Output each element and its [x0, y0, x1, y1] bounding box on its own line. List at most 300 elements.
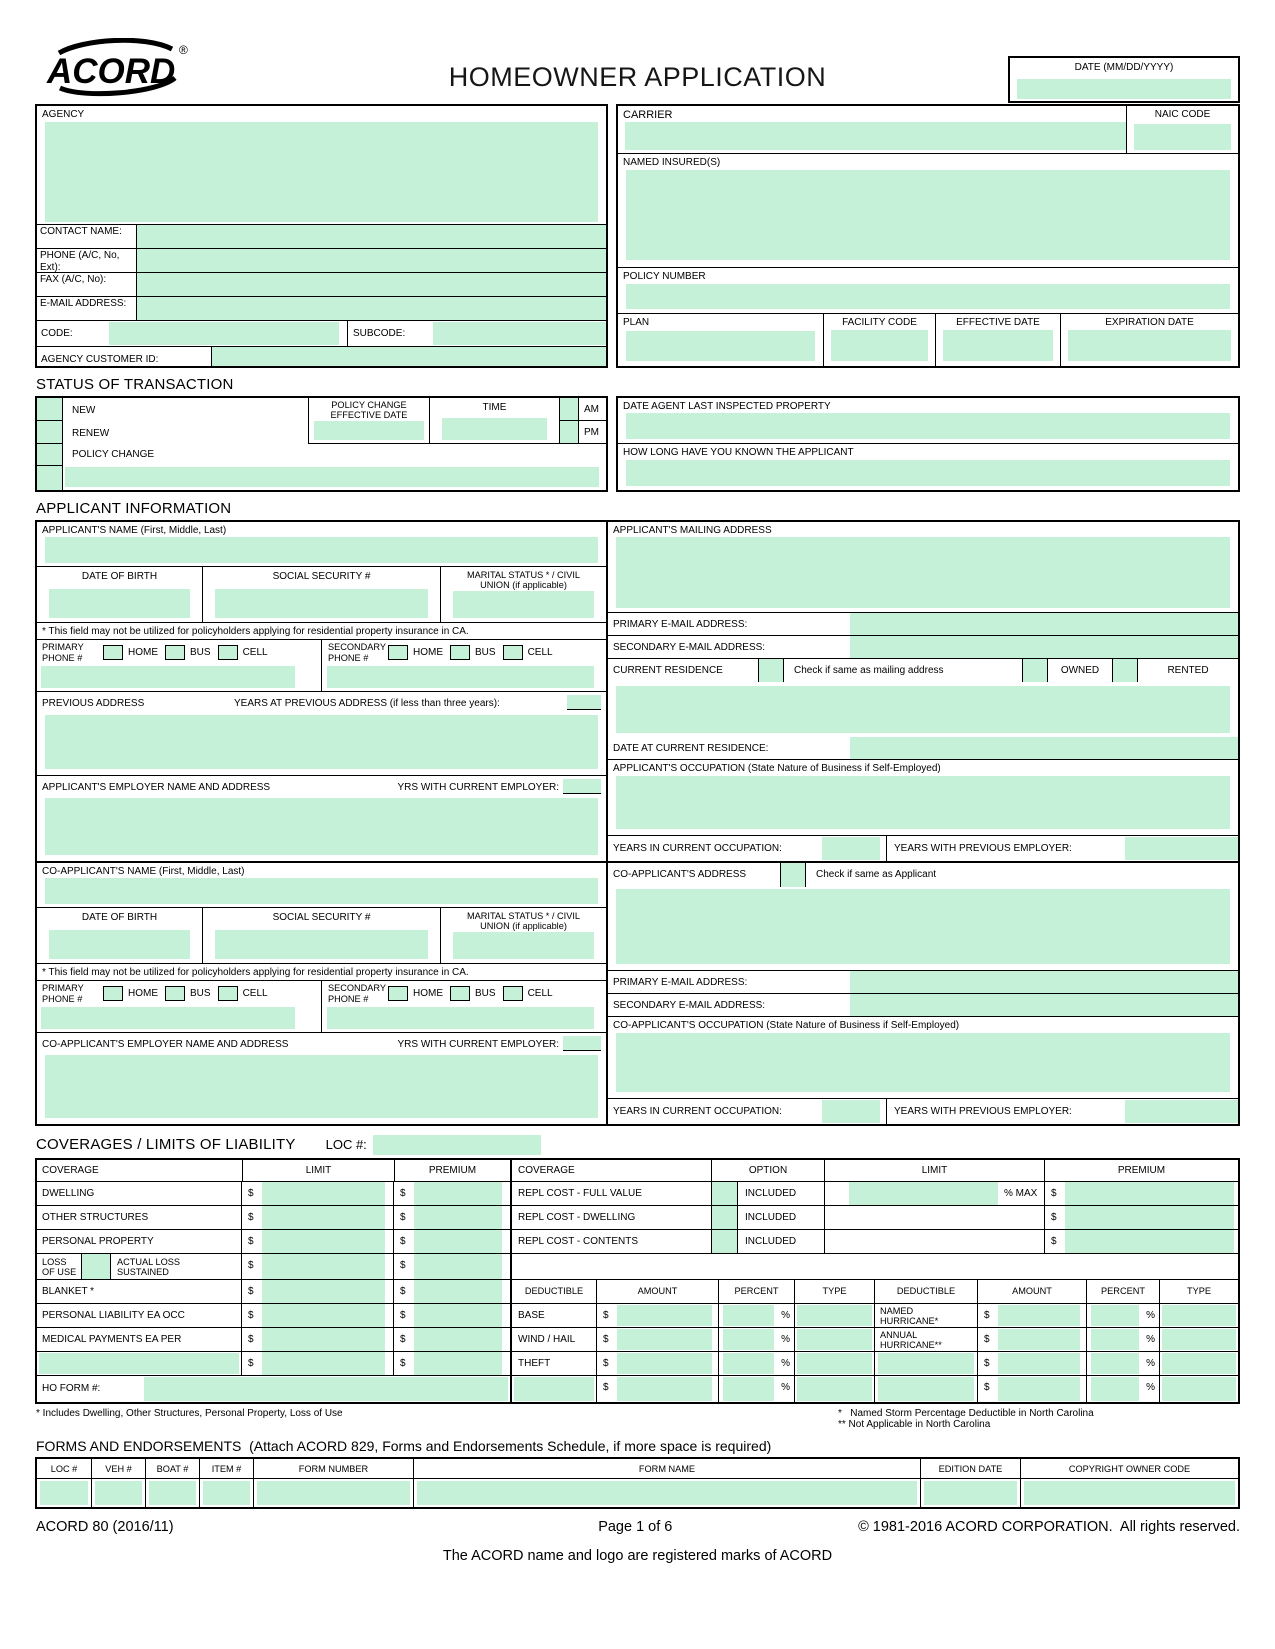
footnote-includes: * Includes Dwelling, Other Structures, Personal Property, Loss of Use	[36, 1407, 343, 1419]
status-right-box	[616, 396, 1240, 492]
col-premium: PREMIUM	[394, 1160, 510, 1181]
coverages-left-table	[37, 1160, 510, 1402]
loss-of-use-premium-input[interactable]	[414, 1254, 502, 1279]
policy-change-checkbox[interactable]	[37, 444, 63, 466]
coapplicant-primary-cell-checkbox[interactable]	[218, 986, 238, 1001]
extra-deductible3-percent-input[interactable]	[1091, 1377, 1139, 1401]
item-header: ITEM #	[199, 1459, 253, 1478]
boat-header: BOAT #	[145, 1459, 199, 1478]
policy-number-input[interactable]	[626, 284, 1230, 310]
policy-change-detail-input[interactable]	[65, 467, 599, 487]
percent-header: PERCENT	[1086, 1280, 1159, 1303]
percent-header: PERCENT	[718, 1280, 794, 1303]
dollar-sign: $	[400, 1309, 406, 1321]
home-label: HOME	[128, 646, 158, 658]
blanket-premium-input[interactable]	[414, 1280, 502, 1303]
percent-sign: %	[1146, 1357, 1155, 1369]
amount-header: AMOUNT	[596, 1280, 718, 1303]
cell-label: CELL	[527, 646, 553, 658]
bus-label: BUS	[190, 646, 211, 658]
agency-phone-input[interactable]	[137, 249, 606, 272]
dwelling-limit-input[interactable]	[262, 1182, 385, 1205]
agency-code-input[interactable]	[109, 322, 339, 345]
owned-label: OWNED	[1060, 664, 1100, 676]
contact-name-input[interactable]	[137, 225, 606, 248]
page-title: HOMEOWNER APPLICATION	[448, 62, 827, 92]
pm-label: PM	[584, 426, 599, 438]
repl-contents-checkbox[interactable]	[712, 1230, 738, 1253]
coapplicant-secondary-email-label: SECONDARY E-MAIL ADDRESS:	[613, 999, 766, 1011]
edition-date-input[interactable]	[924, 1481, 1017, 1505]
home-label: HOME	[413, 646, 443, 658]
applicant-secondary-cell-checkbox[interactable]	[503, 645, 523, 660]
applicant-primary-cell-checkbox[interactable]	[218, 645, 238, 660]
agency-box	[35, 104, 608, 368]
date-at-current-residence-label: DATE AT CURRENT RESIDENCE:	[613, 742, 769, 754]
dollar-sign: $	[603, 1309, 609, 1321]
carrier-input[interactable]	[625, 122, 1126, 150]
dollar-sign: $	[400, 1235, 406, 1247]
col-limit: LIMIT	[242, 1160, 394, 1181]
veh-header: VEH #	[91, 1459, 145, 1478]
coverage-row	[37, 1352, 510, 1376]
coapplicant-ssn-input[interactable]	[215, 930, 428, 959]
form-number-header: FORM NUMBER	[253, 1459, 413, 1478]
renew-checkbox[interactable]	[37, 421, 63, 444]
named-hurricane-type-input[interactable]	[1162, 1305, 1236, 1326]
bus-label: BUS	[475, 646, 496, 658]
facility-code-label: FACILITY CODE	[842, 317, 917, 328]
owned-checkbox[interactable]	[1022, 659, 1048, 682]
applicant-secondary-email-input[interactable]	[850, 636, 1238, 658]
subcode-input[interactable]	[433, 322, 606, 345]
annual-hurricane-amount-input[interactable]	[998, 1329, 1080, 1350]
dollar-sign: $	[400, 1333, 406, 1345]
expiration-date-input[interactable]	[1068, 330, 1231, 361]
deductible-row	[512, 1328, 1238, 1352]
theft-type-input[interactable]	[797, 1353, 872, 1374]
applicant-secondary-bus-checkbox[interactable]	[450, 645, 470, 660]
coapplicant-marital-input[interactable]	[453, 932, 594, 959]
naic-code-input[interactable]	[1134, 124, 1231, 151]
deductible-row	[512, 1352, 1238, 1376]
applicant-subsection	[37, 522, 1238, 861]
coapplicant-yrs-employer-label: YRS WITH CURRENT EMPLOYER:	[397, 1039, 559, 1050]
applicant-secondary-phone-input[interactable]	[327, 666, 594, 688]
same-as-applicant-checkbox[interactable]	[780, 863, 806, 887]
extra-deductible-type-input[interactable]	[1162, 1353, 1236, 1374]
named-hurricane-percent-input[interactable]	[1091, 1305, 1139, 1326]
top-section	[35, 104, 1240, 368]
date-agent-inspected-label: DATE AGENT LAST INSPECTED PROPERTY	[623, 400, 831, 412]
other-structures-premium-input[interactable]	[414, 1206, 502, 1229]
loss-of-use-limit-input[interactable]	[262, 1254, 385, 1279]
personal-property-label: PERSONAL PROPERTY	[37, 1230, 242, 1253]
dollar-sign: $	[603, 1381, 609, 1393]
current-residence-input[interactable]	[616, 686, 1230, 733]
col-option: OPTION	[711, 1160, 824, 1181]
coapplicant-yrs-employer-input[interactable]	[563, 1036, 601, 1051]
coapplicant-primary-email-input[interactable]	[850, 971, 1238, 993]
medical-payments-limit-input[interactable]	[262, 1328, 385, 1351]
other-structures-label: OTHER STRUCTURES	[37, 1206, 242, 1229]
dollar-sign: $	[400, 1187, 406, 1199]
extra-deductible3-input[interactable]	[878, 1377, 974, 1401]
wind-hail-percent-input[interactable]	[723, 1329, 774, 1350]
status-extra-cell[interactable]	[37, 466, 63, 490]
coverages-title-row	[36, 1135, 1240, 1155]
coapplicant-secondary-cell-checkbox[interactable]	[503, 986, 523, 1001]
am-label: AM	[584, 403, 599, 415]
dollar-sign: $	[603, 1357, 609, 1369]
time-label: TIME	[482, 401, 507, 413]
loc-number-input[interactable]	[373, 1135, 541, 1155]
percent-sign: %	[1146, 1309, 1155, 1321]
date-at-current-residence-input[interactable]	[850, 737, 1238, 759]
repl-cost-row	[512, 1230, 1238, 1254]
coapplicant-address-input[interactable]	[616, 889, 1230, 964]
same-as-applicant-label: Check if same as Applicant	[816, 868, 937, 880]
applicant-years-occupation-input[interactable]	[822, 837, 880, 860]
coverage-row	[37, 1230, 510, 1254]
coapplicant-occupation-input[interactable]	[616, 1033, 1230, 1092]
cell-label: CELL	[242, 987, 268, 999]
footnote-not-applicable: ** Not Applicable in North Carolina	[838, 1419, 991, 1430]
extra-deductible-input[interactable]	[878, 1353, 974, 1374]
theft-percent-input[interactable]	[723, 1353, 774, 1374]
coverage-row	[37, 1304, 510, 1328]
theft-amount-input[interactable]	[617, 1353, 712, 1374]
applicant-mailing-address-input[interactable]	[616, 537, 1230, 608]
coapplicant-years-prev-employer-input[interactable]	[1125, 1100, 1238, 1123]
am-checkbox[interactable]	[559, 398, 579, 420]
coapplicant-secondary-bus-checkbox[interactable]	[450, 986, 470, 1001]
repl-dwelling-premium-input[interactable]	[1065, 1206, 1234, 1229]
applicant-years-prev-employer-label: YEARS WITH PREVIOUS EMPLOYER:	[894, 842, 1072, 854]
forms-data-row	[37, 1479, 1238, 1507]
coverages-right-table	[510, 1160, 1238, 1402]
percent-sign: %	[781, 1333, 790, 1345]
coverage-row	[37, 1254, 510, 1280]
base-percent-input[interactable]	[723, 1305, 774, 1326]
applicant-secondary-home-checkbox[interactable]	[388, 645, 408, 660]
applicant-marital-input[interactable]	[453, 591, 594, 618]
applicant-primary-phone-label: PRIMARY PHONE #	[42, 642, 84, 663]
dollar-sign: $	[248, 1285, 254, 1297]
form-name-input[interactable]	[417, 1481, 917, 1505]
years-at-previous-input[interactable]	[567, 695, 601, 710]
annual-hurricane-type-input[interactable]	[1162, 1329, 1236, 1350]
personal-liability-limit-input[interactable]	[262, 1304, 385, 1327]
acord-logo-text: ACORD	[47, 52, 176, 91]
coverage-row	[37, 1328, 510, 1352]
annual-hurricane-percent-input[interactable]	[1091, 1329, 1139, 1350]
coverage-row	[37, 1206, 510, 1230]
policy-number-label: POLICY NUMBER	[623, 271, 706, 282]
applicant-primary-bus-checkbox[interactable]	[165, 645, 185, 660]
previous-address-input[interactable]	[45, 715, 598, 769]
loss-of-use-label: LOSS OF USE	[42, 1256, 77, 1277]
coapplicant-dob-label: DATE OF BIRTH	[81, 911, 158, 923]
coapplicant-secondary-phone-label: SECONDARY PHONE #	[328, 983, 386, 1004]
agency-code-label: CODE:	[41, 328, 73, 339]
loc-label: LOC #:	[325, 1137, 367, 1152]
applicant-occupation-input[interactable]	[616, 776, 1230, 829]
coapplicant-occupation-label: CO-APPLICANT'S OCCUPATION (State Nature of Business if Self-Employed)	[613, 1019, 960, 1031]
footnote-named-storm: * Named Storm Percentage Deductible in North Carolina	[838, 1407, 1094, 1419]
cell-label: CELL	[527, 987, 553, 999]
applicant-secondary-email-label: SECONDARY E-MAIL ADDRESS:	[613, 641, 766, 653]
type-header: TYPE	[1159, 1280, 1238, 1303]
home-label: HOME	[128, 987, 158, 999]
agency-email-input[interactable]	[137, 297, 606, 320]
coapplicant-marital-label: MARITAL STATUS * / CIVIL UNION (if applicable)	[467, 910, 580, 931]
named-hurricane-amount-input[interactable]	[998, 1305, 1080, 1326]
dwelling-premium-input[interactable]	[414, 1182, 502, 1205]
applicant-years-prev-employer-input[interactable]	[1125, 837, 1238, 860]
included-label: INCLUDED	[745, 1235, 797, 1247]
repl-full-value-label: REPL COST - FULL VALUE	[518, 1187, 642, 1199]
extra-deductible2-input[interactable]	[514, 1377, 594, 1401]
extra-coverage-premium-input[interactable]	[414, 1352, 502, 1375]
agency-phone-label: PHONE (A/C, No, Ext):	[37, 249, 137, 272]
annual-hurricane-label: ANNUAL HURRICANE**	[880, 1329, 942, 1350]
coapplicant-secondary-phone-input[interactable]	[327, 1007, 594, 1029]
actual-loss-sustained-label: ACTUAL LOSS SUSTAINED	[117, 1256, 180, 1277]
date-agent-inspected-input[interactable]	[626, 413, 1230, 439]
applicant-ssn-input[interactable]	[215, 589, 428, 618]
wind-hail-type-input[interactable]	[797, 1329, 872, 1350]
same-as-mailing-label: Check if same as mailing address	[794, 664, 944, 676]
applicant-ca-note: * This field may not be utilized for policyholders applying for residential property insurance in CA.	[37, 622, 606, 639]
coapplicant-primary-bus-checkbox[interactable]	[165, 986, 185, 1001]
applicant-employer-input[interactable]	[45, 798, 598, 855]
coapplicant-primary-email-label: PRIMARY E-MAIL ADDRESS:	[613, 976, 748, 988]
dollar-sign: $	[248, 1211, 254, 1223]
agency-input[interactable]	[45, 122, 598, 223]
deductible-header: DEDUCTIBLE	[874, 1280, 977, 1303]
ho-form-label: HO FORM #:	[42, 1382, 101, 1394]
named-insureds-input[interactable]	[626, 170, 1230, 261]
extra-deductible3-amount-input[interactable]	[998, 1377, 1080, 1401]
extra-deductible2-amount-input[interactable]	[617, 1377, 712, 1401]
agency-fax-label: FAX (A/C, No):	[37, 273, 137, 296]
dollar-sign: $	[248, 1259, 254, 1271]
personal-liability-label: PERSONAL LIABILITY EA OCC	[37, 1304, 242, 1327]
applicant-dob-input[interactable]	[49, 589, 190, 618]
dollar-sign: $	[1051, 1235, 1057, 1247]
coapplicant-primary-phone-input[interactable]	[41, 1007, 295, 1029]
effective-date-input[interactable]	[943, 330, 1053, 361]
personal-property-premium-input[interactable]	[414, 1230, 502, 1253]
col-premium: PREMIUM	[1044, 1160, 1238, 1181]
dollar-sign: $	[984, 1333, 990, 1345]
applicant-mailing-address-label: APPLICANT'S MAILING ADDRESS	[613, 524, 772, 536]
ho-form-row	[37, 1376, 510, 1402]
plan-input[interactable]	[626, 331, 815, 361]
copyright-owner-input[interactable]	[1024, 1481, 1235, 1505]
expiration-date-label: EXPIRATION DATE	[1105, 317, 1194, 328]
agency-customer-id-input[interactable]	[212, 347, 606, 366]
registered-mark-icon: ®	[179, 43, 188, 57]
applicant-ssn-label: SOCIAL SECURITY #	[272, 570, 371, 582]
actual-loss-sustained-checkbox[interactable]	[81, 1254, 111, 1279]
ho-form-input[interactable]	[144, 1377, 508, 1401]
included-label: INCLUDED	[745, 1211, 797, 1223]
personal-property-limit-input[interactable]	[262, 1230, 385, 1253]
new-label: NEW	[72, 404, 96, 416]
extra-coverage-limit-input[interactable]	[262, 1352, 385, 1375]
wind-hail-amount-input[interactable]	[617, 1329, 712, 1350]
repl-contents-premium-input[interactable]	[1065, 1230, 1234, 1253]
extra-deductible2-percent-input[interactable]	[723, 1377, 774, 1401]
cell-label: CELL	[242, 646, 268, 658]
applicant-primary-phone-input[interactable]	[41, 666, 295, 688]
applicant-name-input[interactable]	[45, 537, 598, 563]
extra-deductible2-type-input[interactable]	[797, 1377, 872, 1401]
repl-full-value-premium-input[interactable]	[1065, 1182, 1234, 1205]
applicant-yrs-employer-label: YRS WITH CURRENT EMPLOYER:	[397, 782, 559, 793]
repl-full-value-checkbox[interactable]	[712, 1182, 738, 1205]
other-structures-limit-input[interactable]	[262, 1206, 385, 1229]
dollar-sign: $	[984, 1381, 990, 1393]
copyright-owner-header: COPYRIGHT OWNER CODE	[1020, 1459, 1238, 1478]
theft-label: THEFT	[518, 1357, 551, 1369]
dollar-sign: $	[248, 1309, 254, 1321]
boat-input[interactable]	[149, 1481, 196, 1505]
deductible-header-row	[512, 1280, 1238, 1304]
dollar-sign: $	[1051, 1211, 1057, 1223]
footer-page-number: Page 1 of 6	[598, 1518, 673, 1535]
coapplicant-secondary-email-input[interactable]	[850, 994, 1238, 1016]
applicant-primary-email-input[interactable]	[850, 613, 1238, 635]
policy-change-label: POLICY CHANGE	[72, 448, 155, 460]
subcode-label: SUBCODE:	[353, 328, 406, 339]
extra-deductible-amount-input[interactable]	[998, 1353, 1080, 1374]
dollar-sign: $	[248, 1235, 254, 1247]
coapplicant-years-occupation-label: YEARS IN CURRENT OCCUPATION:	[613, 1105, 782, 1117]
same-as-mailing-checkbox[interactable]	[758, 659, 784, 682]
applicant-primary-home-checkbox[interactable]	[103, 645, 123, 660]
coapplicant-years-prev-employer-label: YEARS WITH PREVIOUS EMPLOYER:	[894, 1105, 1072, 1117]
policy-change-effective-date-label: POLICY CHANGE EFFECTIVE DATE	[330, 399, 408, 420]
policy-change-effective-date-input[interactable]	[314, 421, 424, 440]
loc-input[interactable]	[40, 1481, 88, 1505]
rented-label: RENTED	[1167, 664, 1209, 676]
applicant-yrs-employer-input[interactable]	[563, 779, 601, 794]
extra-coverage-input[interactable]	[39, 1353, 239, 1374]
previous-address-label: PREVIOUS ADDRESS	[42, 698, 145, 709]
medical-payments-premium-input[interactable]	[414, 1328, 502, 1351]
facility-code-input[interactable]	[831, 330, 928, 361]
how-long-known-input[interactable]	[626, 460, 1230, 486]
veh-input[interactable]	[95, 1481, 142, 1505]
current-residence-label: CURRENT RESIDENCE	[613, 664, 723, 676]
status-section	[35, 396, 1240, 492]
personal-liability-premium-input[interactable]	[414, 1304, 502, 1327]
col-coverage: COVERAGE	[42, 1164, 99, 1176]
agency-email-label: E-MAIL ADDRESS:	[37, 297, 137, 320]
dwelling-label: DWELLING	[37, 1182, 242, 1205]
dollar-sign: $	[400, 1211, 406, 1223]
repl-cost-row	[512, 1182, 1238, 1206]
coapplicant-address-label: CO-APPLICANT'S ADDRESS	[613, 868, 747, 880]
coapplicant-secondary-home-checkbox[interactable]	[388, 986, 408, 1001]
col-limit: LIMIT	[824, 1160, 1044, 1181]
naic-code-label: NAIC CODE	[1154, 109, 1211, 120]
years-at-previous-label: YEARS AT PREVIOUS ADDRESS (if less than three years):	[234, 698, 500, 709]
extra-deductible3-type-input[interactable]	[1162, 1377, 1236, 1401]
deductible-row	[512, 1376, 1238, 1402]
coapplicant-primary-phone-label: PRIMARY PHONE #	[42, 983, 84, 1004]
applicant-box	[35, 520, 1240, 1126]
carrier-label: CARRIER	[623, 109, 673, 121]
base-type-input[interactable]	[797, 1305, 872, 1326]
dollar-sign: $	[603, 1333, 609, 1345]
blanket-limit-input[interactable]	[262, 1280, 385, 1303]
applicant-marital-label: MARITAL STATUS * / CIVIL UNION (if applicable)	[467, 569, 580, 590]
percent-sign: %	[781, 1381, 790, 1393]
status-section-title: STATUS OF TRANSACTION	[36, 375, 234, 393]
agency-fax-input[interactable]	[137, 273, 606, 296]
coapplicant-subsection	[37, 861, 1238, 1124]
pm-checkbox[interactable]	[559, 421, 579, 443]
named-hurricane-label: NAMED HURRICANE*	[880, 1305, 939, 1326]
bus-label: BUS	[475, 987, 496, 999]
time-input[interactable]	[442, 418, 547, 440]
spacer-row	[512, 1254, 1238, 1280]
applicant-primary-email-label: PRIMARY E-MAIL ADDRESS:	[613, 618, 748, 630]
loc-header: LOC #	[50, 1463, 78, 1474]
dollar-sign: $	[248, 1357, 254, 1369]
dollar-sign: $	[400, 1259, 406, 1271]
forms-subtitle: (Attach ACORD 829, Forms and Endorsements Schedule, if more space is required)	[249, 1437, 772, 1454]
coapplicant-dob-input[interactable]	[49, 930, 190, 959]
item-input[interactable]	[203, 1481, 250, 1505]
percent-sign: %	[781, 1357, 790, 1369]
effective-date-label: EFFECTIVE DATE	[956, 317, 1040, 328]
repl-dwelling-checkbox[interactable]	[712, 1206, 738, 1229]
applicant-name-label: APPLICANT'S NAME (First, Middle, Last)	[42, 524, 227, 536]
coapplicant-years-occupation-input[interactable]	[822, 1100, 880, 1123]
acord-logo	[39, 38, 199, 100]
percent-sign: %	[1146, 1381, 1155, 1393]
dollar-sign: $	[400, 1357, 406, 1369]
forms-title: FORMS AND ENDORSEMENTS	[36, 1437, 242, 1454]
repl-dwelling-label: REPL COST - DWELLING	[518, 1211, 636, 1223]
forms-section-title	[36, 1438, 1240, 1454]
new-checkbox[interactable]	[37, 398, 63, 421]
coverages-table	[35, 1158, 1240, 1404]
rented-checkbox[interactable]	[1112, 659, 1138, 682]
repl-full-value-limit-input[interactable]	[849, 1182, 998, 1205]
coapplicant-employer-input[interactable]	[45, 1055, 598, 1118]
form-number-input[interactable]	[257, 1481, 410, 1505]
date-input[interactable]	[1017, 79, 1231, 99]
included-label: INCLUDED	[745, 1187, 797, 1199]
footer	[35, 1519, 1240, 1539]
footer-trademark: The ACORD name and logo are registered marks of ACORD	[442, 1547, 833, 1564]
coapplicant-primary-home-checkbox[interactable]	[103, 986, 123, 1001]
blanket-label: BLANKET *	[37, 1280, 242, 1303]
status-left-box	[35, 396, 608, 492]
dollar-sign: $	[400, 1285, 406, 1297]
base-amount-input[interactable]	[617, 1305, 712, 1326]
coapplicant-name-input[interactable]	[45, 878, 598, 904]
acord-80-form	[35, 0, 1240, 1564]
coapplicant-employer-label: CO-APPLICANT'S EMPLOYER NAME AND ADDRESS	[42, 1039, 289, 1050]
extra-deductible-percent-input[interactable]	[1091, 1353, 1139, 1374]
